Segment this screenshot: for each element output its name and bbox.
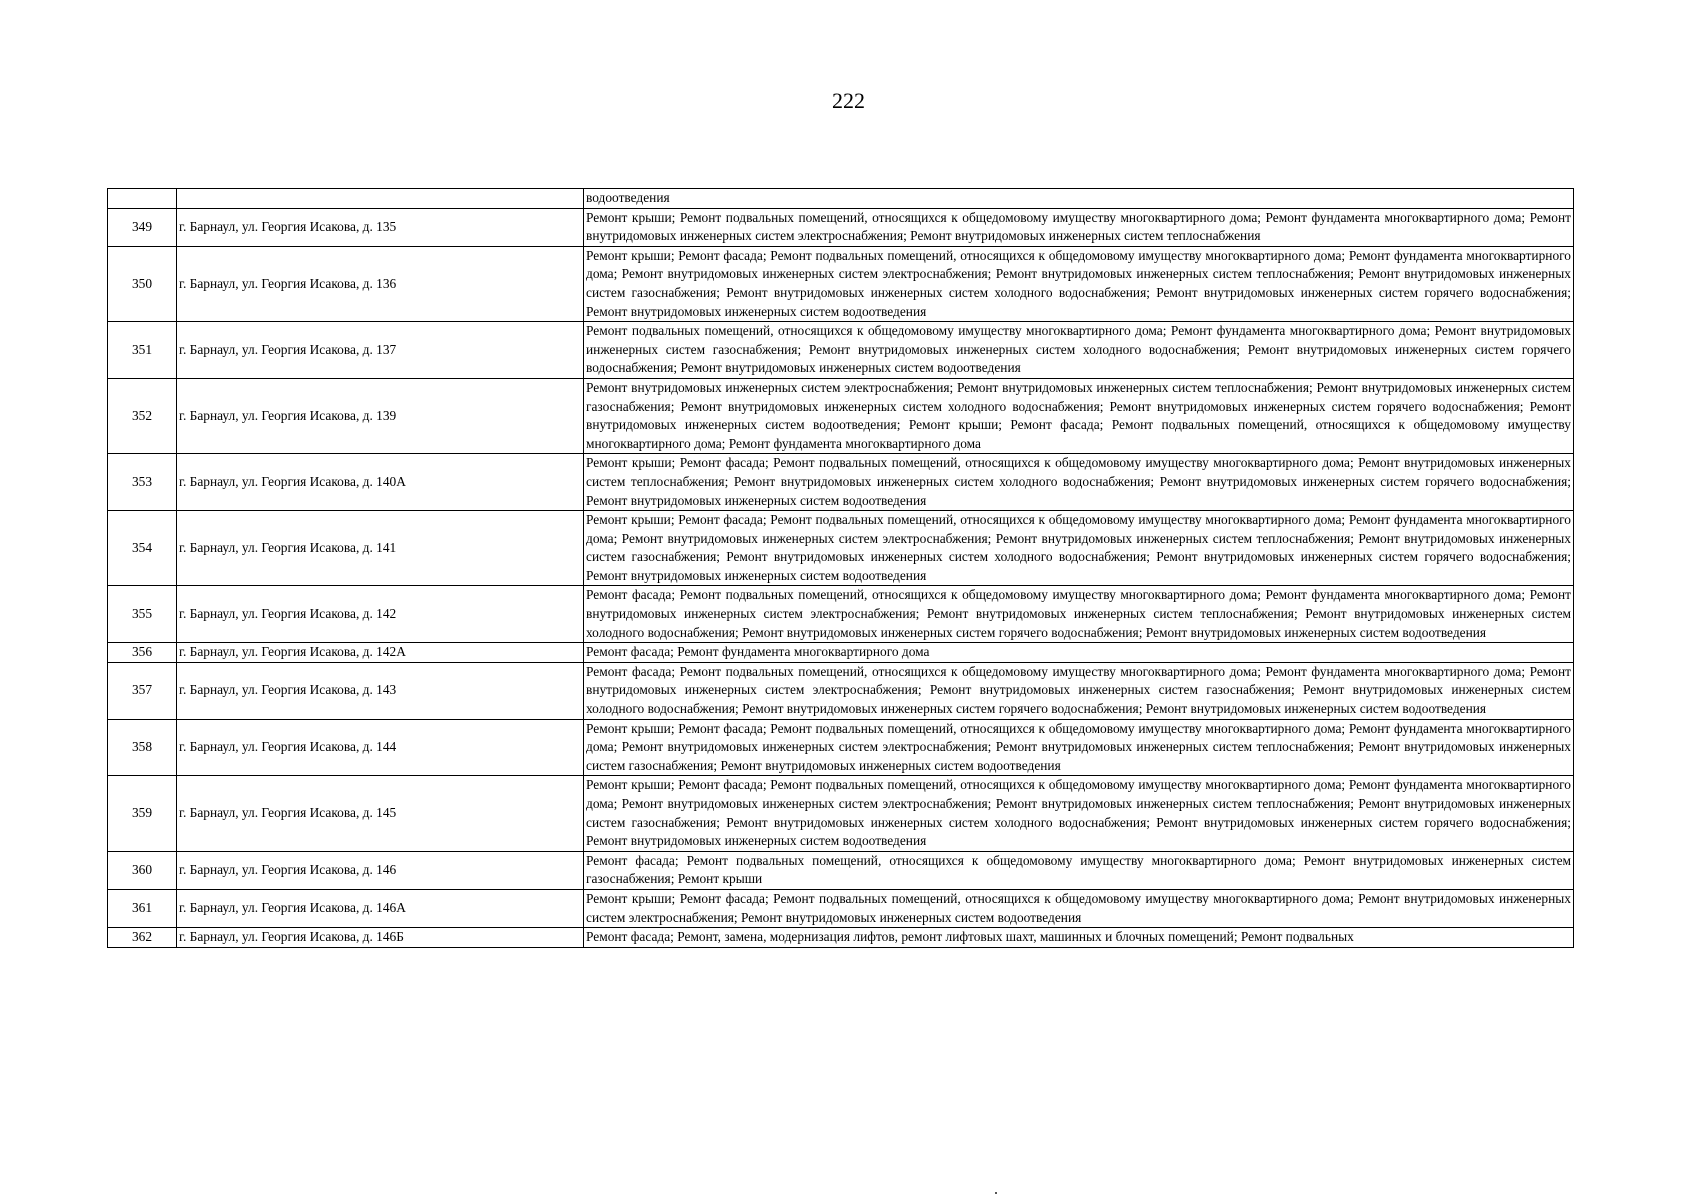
row-works: Ремонт крыши; Ремонт фасада; Ремонт подвальных помещений, относящихся к общедомовому имуществу многоквартирного дома; Ремонт фундамента многоквартирного дома; Ремонт внутридомовых инженерных систем электроснабжения; Ремонт внутридомовых инженерных систем теплоснабжения; Ремонт внутридомовых инженерных систем газоснабжения; Ремонт внутридомовых инженерных систем холодного водоснабжения; Ремонт внутридомовых инженерных систем горячего водоснабжения; Ремонт внутридомовых инженерных систем водоотведения [584,511,1574,586]
row-number: 362 [108,928,177,948]
row-works: Ремонт крыши; Ремонт фасада; Ремонт подвальных помещений, относящихся к общедомовому имуществу многоквартирного дома; Ремонт фундамента многоквартирного дома; Ремонт внутридомовых инженерных систем электроснабжения; Ремонт внутридомовых инженерных систем теплоснабжения; Ремонт внутридомовых инженерных систем газоснабжения; Ремонт внутридомовых инженерных систем водоотведения [584,719,1574,776]
table-row [108,719,1574,776]
table-row [108,928,1574,948]
row-address: г. Барнаул, ул. Георгия Исакова, д. 144 [177,719,584,776]
row-number: 358 [108,719,177,776]
table-row [108,511,1574,586]
row-address: г. Барнаул, ул. Георгия Исакова, д. 146А [177,889,584,927]
row-address: г. Барнаул, ул. Георгия Исакова, д. 146 [177,851,584,889]
scan-speck [995,1192,997,1194]
row-address: г. Барнаул, ул. Георгия Исакова, д. 146Б [177,928,584,948]
row-address: г. Барнаул, ул. Георгия Исакова, д. 137 [177,322,584,379]
row-number: 359 [108,776,177,851]
row-works: Ремонт крыши; Ремонт фасада; Ремонт подвальных помещений, относящихся к общедомовому имуществу многоквартирного дома; Ремонт фундамента многоквартирного дома; Ремонт внутридомовых инженерных систем электроснабжения; Ремонт внутридомовых инженерных систем теплоснабжения; Ремонт внутридомовых инженерных систем газоснабжения; Ремонт внутридомовых инженерных систем холодного водоснабжения; Ремонт внутридомовых инженерных систем горячего водоснабжения; Ремонт внутридомовых инженерных систем водоотведения [584,776,1574,851]
page-number: 222 [832,88,865,113]
row-works: Ремонт крыши; Ремонт подвальных помещений, относящихся к общедомовому имуществу многоквартирного дома; Ремонт фундамента многоквартирного дома; Ремонт внутридомовых инженерных систем электроснабжения; Ремонт внутридомовых инженерных систем теплоснабжения [584,208,1574,246]
table-row [108,322,1574,379]
row-number: 357 [108,662,177,719]
row-number: 351 [108,322,177,379]
table-row [108,586,1574,643]
table-row [108,189,1574,209]
row-number: 356 [108,643,177,663]
row-number: 352 [108,378,177,453]
table-row [108,776,1574,851]
row-number [108,189,177,209]
row-number: 360 [108,851,177,889]
row-address: г. Барнаул, ул. Георгия Исакова, д. 136 [177,246,584,321]
row-number: 355 [108,586,177,643]
row-address: г. Барнаул, ул. Георгия Исакова, д. 135 [177,208,584,246]
row-number: 361 [108,889,177,927]
row-works: Ремонт фасада; Ремонт подвальных помещений, относящихся к общедомовому имуществу многоквартирного дома; Ремонт фундамента многоквартирного дома; Ремонт внутридомовых инженерных систем электроснабжения; Ремонт внутридомовых инженерных систем теплоснабжения; Ремонт внутридомовых инженерных систем холодного водоснабжения; Ремонт внутридомовых инженерных систем горячего водоснабжения; Ремонт внутридомовых инженерных систем водоотведения [584,586,1574,643]
row-number: 353 [108,454,177,511]
table-row [108,662,1574,719]
row-works: Ремонт фасада; Ремонт подвальных помещений, относящихся к общедомовому имуществу многоквартирного дома; Ремонт внутридомовых инженерных систем газоснабжения; Ремонт крыши [584,851,1574,889]
row-address [177,189,584,209]
table-row [108,643,1574,663]
table-row [108,378,1574,453]
row-address: г. Барнаул, ул. Георгия Исакова, д. 145 [177,776,584,851]
table-row [108,889,1574,927]
row-address: г. Барнаул, ул. Георгия Исакова, д. 141 [177,511,584,586]
row-works: Ремонт фасада; Ремонт подвальных помещений, относящихся к общедомовому имуществу многоквартирного дома; Ремонт фундамента многоквартирного дома; Ремонт внутридомовых инженерных систем электроснабжения; Ремонт внутридомовых инженерных систем газоснабжения; Ремонт внутридомовых инженерных систем холодного водоснабжения; Ремонт внутридомовых инженерных систем горячего водоснабжения; Ремонт внутридомовых инженерных систем водоотведения [584,662,1574,719]
row-number: 349 [108,208,177,246]
row-works: Ремонт фасада; Ремонт фундамента многоквартирного дома [584,643,1574,663]
table-row [108,208,1574,246]
row-address: г. Барнаул, ул. Георгия Исакова, д. 142А [177,643,584,663]
table-row [108,851,1574,889]
row-address: г. Барнаул, ул. Георгия Исакова, д. 142 [177,586,584,643]
row-works: Ремонт внутридомовых инженерных систем электроснабжения; Ремонт внутридомовых инженерных систем теплоснабжения; Ремонт внутридомовых инженерных систем газоснабжения; Ремонт внутридомовых инженерных систем холодного водоснабжения; Ремонт внутридомовых инженерных систем горячего водоснабжения; Ремонт внутридомовых инженерных систем водоотведения; Ремонт крыши; Ремонт фасада; Ремонт подвальных помещений, относящихся к общедомовому имуществу многоквартирного дома; Ремонт фундамента многоквартирного дома [584,378,1574,453]
row-address: г. Барнаул, ул. Георгия Исакова, д. 139 [177,378,584,453]
row-works: Ремонт крыши; Ремонт фасада; Ремонт подвальных помещений, относящихся к общедомовому имуществу многоквартирного дома; Ремонт фундамента многоквартирного дома; Ремонт внутридомовых инженерных систем электроснабжения; Ремонт внутридомовых инженерных систем теплоснабжения; Ремонт внутридомовых инженерных систем газоснабжения; Ремонт внутридомовых инженерных систем холодного водоснабжения; Ремонт внутридомовых инженерных систем горячего водоснабжения; Ремонт внутридомовых инженерных систем водоотведения [584,246,1574,321]
table-row [108,454,1574,511]
row-works: Ремонт фасада; Ремонт, замена, модернизация лифтов, ремонт лифтовых шахт, машинных и блочных помещений; Ремонт подвальных [584,928,1574,948]
row-number: 350 [108,246,177,321]
row-address: г. Барнаул, ул. Георгия Исакова, д. 143 [177,662,584,719]
table-row [108,246,1574,321]
row-works: Ремонт крыши; Ремонт фасада; Ремонт подвальных помещений, относящихся к общедомовому имуществу многоквартирного дома; Ремонт внутридомовых инженерных систем электроснабжения; Ремонт внутридомовых инженерных систем водоотведения [584,889,1574,927]
row-address: г. Барнаул, ул. Георгия Исакова, д. 140А [177,454,584,511]
repair-registry-table [107,188,1574,948]
row-works: водоотведения [584,189,1574,209]
row-works: Ремонт подвальных помещений, относящихся к общедомовому имуществу многоквартирного дома; Ремонт фундамента многоквартирного дома; Ремонт внутридомовых инженерных систем газоснабжения; Ремонт внутридомовых инженерных систем холодного водоснабжения; Ремонт внутридомовых инженерных систем горячего водоснабжения; Ремонт внутридомовых инженерных систем водоотведения [584,322,1574,379]
row-number: 354 [108,511,177,586]
row-works: Ремонт крыши; Ремонт фасада; Ремонт подвальных помещений, относящихся к общедомовому имуществу многоквартирного дома; Ремонт внутридомовых инженерных систем теплоснабжения; Ремонт внутридомовых инженерных систем холодного водоснабжения; Ремонт внутридомовых инженерных систем горячего водоснабжения; Ремонт внутридомовых инженерных систем водоотведения [584,454,1574,511]
